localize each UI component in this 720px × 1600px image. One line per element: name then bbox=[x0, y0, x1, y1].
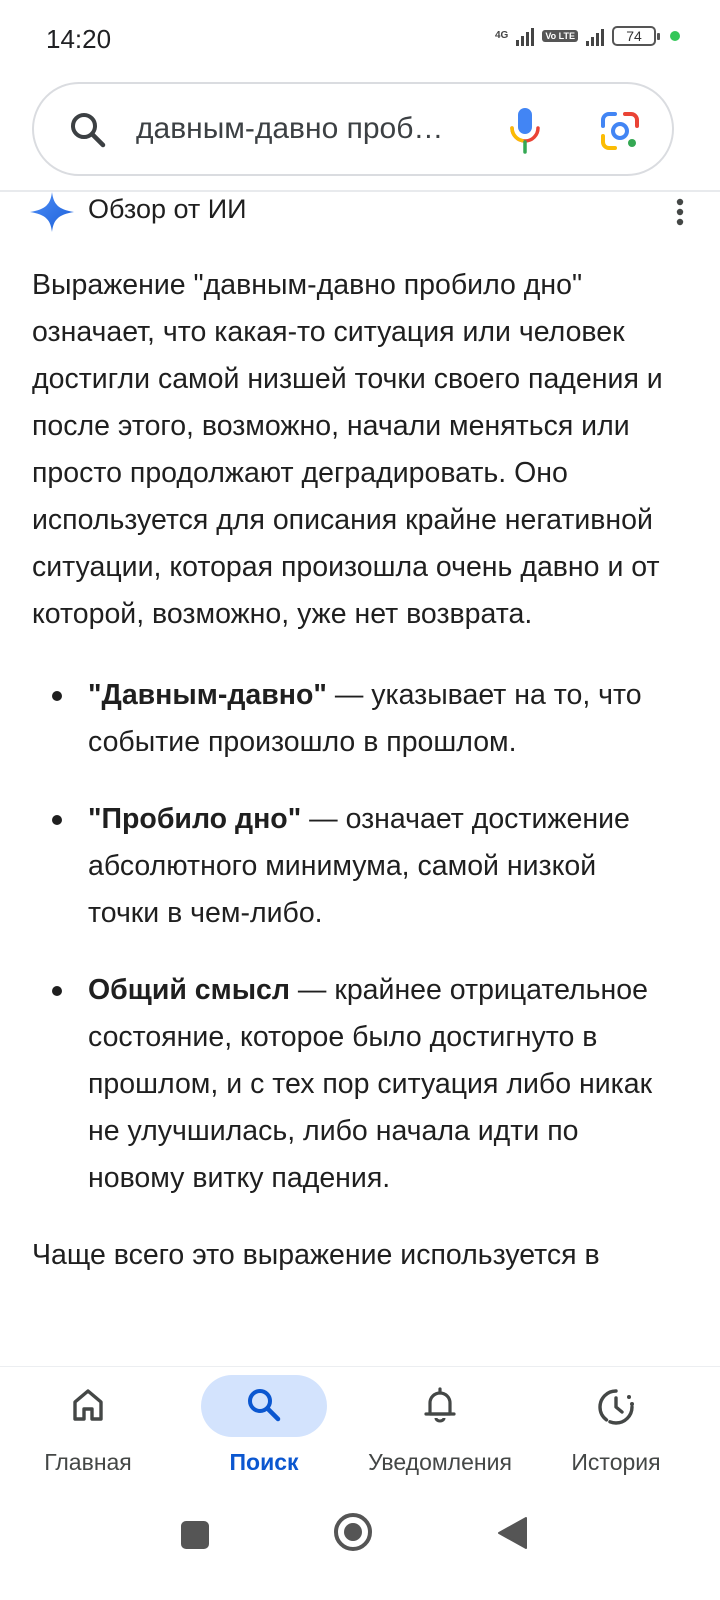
recents-button[interactable] bbox=[180, 1520, 210, 1550]
search-icon[interactable] bbox=[68, 110, 108, 150]
signal-icon-2 bbox=[586, 26, 604, 46]
bullet-term: "Давным-давно" bbox=[88, 679, 327, 711]
ai-overview-title: Обзор от ИИ bbox=[88, 194, 247, 224]
bullet-text: — крайнее отрицательное состояние, которое было достигнуто в прошлом, и с тех пор ситуация либо никак не улучшилась, либо начала идти по новому витку падения. bbox=[88, 974, 653, 1194]
signal-icon bbox=[516, 26, 534, 46]
google-lens-icon[interactable] bbox=[599, 110, 641, 152]
gemini-sparkle-icon bbox=[30, 192, 74, 232]
nav-item-home[interactable] bbox=[0, 1367, 176, 1493]
search-icon bbox=[246, 1387, 282, 1423]
bullet-text: — указывает на то, что событие произошло в прошлом. bbox=[88, 679, 642, 758]
mic-icon[interactable] bbox=[508, 106, 542, 156]
nav-label: Главная bbox=[44, 1449, 132, 1475]
ai-overview-paragraph-2: Чаще всего это выражение используется в bbox=[32, 1239, 600, 1271]
list-item bbox=[32, 672, 672, 766]
status-icons bbox=[495, 26, 680, 46]
status-time: 14:20 bbox=[46, 24, 112, 54]
nav-item-search[interactable] bbox=[176, 1367, 352, 1493]
volte-badge: Vo LTE bbox=[542, 30, 578, 42]
network-type: 4G bbox=[494, 30, 509, 41]
back-button[interactable] bbox=[496, 1516, 528, 1550]
home-button[interactable] bbox=[333, 1512, 373, 1552]
history-icon bbox=[596, 1387, 636, 1427]
battery-icon: 74 bbox=[612, 26, 656, 46]
bottom-navigation bbox=[0, 1366, 720, 1492]
nav-label: История bbox=[571, 1449, 661, 1475]
system-navigation-bar bbox=[0, 1492, 720, 1600]
nav-item-notifications[interactable] bbox=[352, 1367, 528, 1493]
search-bar[interactable] bbox=[32, 82, 674, 176]
ai-overview-header bbox=[30, 190, 690, 234]
list-item bbox=[32, 796, 672, 937]
nav-item-history[interactable] bbox=[528, 1367, 704, 1493]
home-icon bbox=[70, 1387, 106, 1423]
list-item bbox=[32, 967, 672, 1202]
more-options-icon[interactable] bbox=[670, 194, 690, 230]
nav-label: Уведомления bbox=[368, 1449, 512, 1475]
nav-label: Поиск bbox=[229, 1449, 299, 1475]
ai-overview-paragraph: Выражение "давным-давно пробило дно" означает, что какая-то ситуация или человек достигли самой низшей точки своего падения и после этого, возможно, начали меняться или просто продолжают деградировать. Оно используется для описания крайне негативной ситуации, которая произошла очень давно и от которой, возможно, уже нет возврата. bbox=[32, 269, 663, 630]
ai-overview-content bbox=[32, 262, 672, 1279]
search-input[interactable]: давным-давно проб… bbox=[136, 112, 444, 145]
bullet-text: — означает достижение абсолютного минимума, самой низкой точки в чем-либо. bbox=[88, 803, 630, 929]
privacy-dot-icon bbox=[670, 31, 680, 41]
bell-icon bbox=[422, 1387, 458, 1423]
bullet-term: "Пробило дно" bbox=[88, 803, 302, 835]
status-bar bbox=[0, 0, 720, 78]
ai-overview-bullets bbox=[32, 672, 672, 1202]
bullet-term: Общий смысл bbox=[88, 974, 291, 1006]
